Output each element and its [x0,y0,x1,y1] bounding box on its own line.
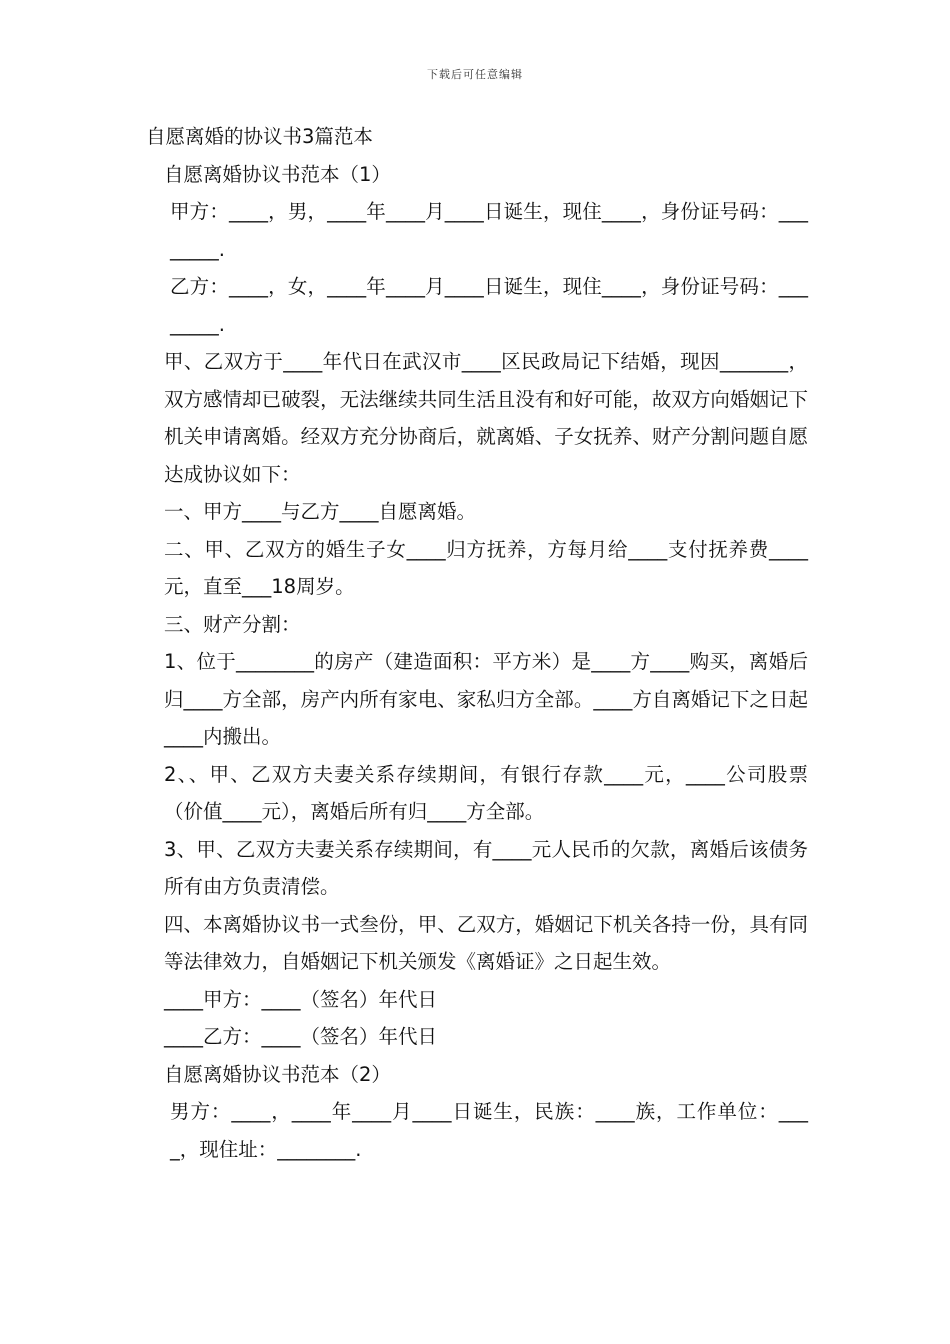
signature-line-b: ____乙方：____（签名）年代日 [164,1025,438,1048]
clause-3-item-1: 1、位于________的房产（建造面积：平方米）是____方____购买，离婚后归____方全部，房产内所有家电、家私归方全部。____方自离婚记下之日起____内搬出。 [164,650,808,748]
document-body [146,118,808,1168]
signature-line-a: ____甲方：____（签名）年代日 [164,987,438,1011]
paragraph-party-a: 甲方：____，男，____年____月____日诞生，现住____，身份证号码：________. [170,200,808,261]
section-heading-2: 自愿离婚协议书范本（2） [164,1062,391,1086]
clause-2: 二、甲、乙双方的婚生子女____归方抚养，方每月给____支付抚养费____元，直至___18周岁。 [164,537,808,598]
paragraph-background: 甲、乙双方于____年代日在武汉市____区民政局记下结婚，现因_______，双方感情却已破裂，无法继续共同生活且没有和好可能，故双方向婚姻记下机关申请离婚。经双方充分协商后，就离婚、子女抚养、财产分割问题自愿达成协议如下： [164,350,808,486]
clause-1: 一、甲方____与乙方____自愿离婚。 [164,500,477,523]
section-heading-1: 自愿离婚协议书范本（1） [164,162,391,186]
clause-4: 四、本离婚协议书一式叁份，甲、乙双方，婚姻记下机关各持一份，具有同等法律效力，自婚姻记下机关颁发《离婚证》之日起生效。 [164,912,808,973]
clause-3: 三、财产分割： [164,612,301,636]
paragraph-male-party: 男方：____，____年____月____日诞生，民族：____族，工作单位：____，现住址：________. [170,1100,808,1161]
clause-3-item-3: 3、甲、乙双方夫妻关系存续期间，有____元人民币的欠款，离婚后该债务所有由方负责清偿。 [164,837,808,898]
page-header: 下载后可任意编辑 [427,68,523,81]
document-title: 自愿离婚的协议书3篇范本 [146,125,373,148]
paragraph-party-b: 乙方：____，女，____年____月____日诞生，现住____，身份证号码：________. [170,275,808,336]
clause-3-item-2: 2、、甲、乙双方夫妻关系存续期间，有银行存款____元，____公司股票（价值____元），离婚后所有归____方全部。 [164,762,808,823]
